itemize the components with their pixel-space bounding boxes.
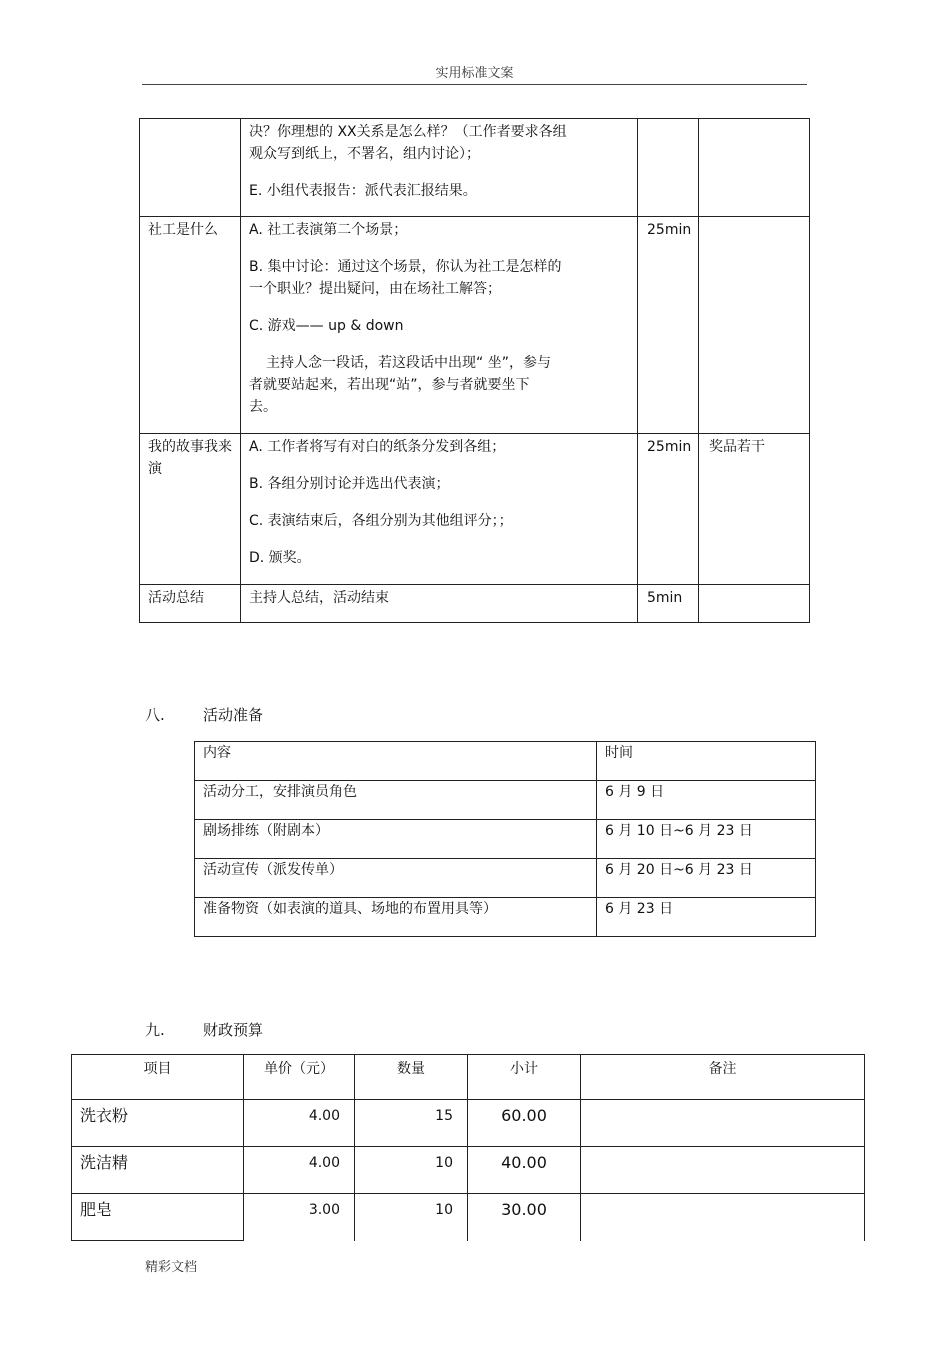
table-row	[140, 119, 810, 217]
activity-name-cell: 活动总结	[140, 585, 241, 623]
activity-material-cell	[699, 217, 810, 434]
activity-content-cell	[241, 217, 638, 434]
prep-time-cell: 6 月 20 日~6 月 23 日	[597, 859, 816, 898]
item-name-cell: 洗洁精	[72, 1147, 244, 1194]
note-cell	[581, 1194, 865, 1241]
content-line: B. 集中讨论：通过这个场景，你认为社工是怎样的	[249, 259, 562, 275]
column-header: 内容	[195, 742, 597, 781]
activity-name-cell: 社工是什么	[140, 217, 241, 434]
column-header: 时间	[597, 742, 816, 781]
section-title: 活动准备	[203, 706, 264, 724]
column-header: 项目	[72, 1055, 244, 1100]
section-number: 八.	[145, 706, 165, 724]
activity-content-cell	[241, 434, 638, 585]
column-header: 备注	[581, 1055, 865, 1100]
page-header: 实用标准文案	[435, 66, 514, 81]
note-cell	[581, 1100, 865, 1147]
content-line: 一个职业？提出疑问，由在场社工解答；	[249, 281, 501, 297]
content-line: A. 社工表演第二个场景；	[249, 222, 408, 238]
section-title: 财政预算	[203, 1021, 264, 1039]
subtotal-cell: 30.00	[468, 1194, 581, 1241]
table-row	[72, 1100, 865, 1147]
activity-material-cell	[699, 119, 810, 217]
column-header: 单价（元）	[244, 1055, 355, 1100]
table-row	[195, 898, 816, 937]
prep-content-cell: 剧场排练（附剧本）	[195, 820, 597, 859]
item-name-cell: 洗衣粉	[72, 1100, 244, 1147]
subtotal-cell: 60.00	[468, 1100, 581, 1147]
prep-content-cell: 活动分工，安排演员角色	[195, 781, 597, 820]
table-row	[195, 820, 816, 859]
subtotal-cell: 40.00	[468, 1147, 581, 1194]
content-line: E. 小组代表报告：派代表汇报结果。	[249, 183, 477, 199]
column-header: 数量	[355, 1055, 468, 1100]
activity-material-cell: 奖品若干	[699, 434, 810, 585]
content-line: A. 工作者将写有对白的纸条分发到各组；	[249, 439, 506, 455]
section-9-heading	[145, 1019, 263, 1040]
note-cell	[581, 1147, 865, 1194]
content-line: 决？你理想的 XX关系是怎么样？（工作者要求各组	[249, 124, 567, 140]
unit-price-cell: 3.00	[244, 1194, 355, 1241]
page-footer: 精彩文档	[145, 1260, 198, 1275]
quantity-cell: 10	[355, 1194, 468, 1241]
item-name-cell: 肥皂	[72, 1194, 244, 1241]
prep-time-cell: 6 月 10 日~6 月 23 日	[597, 820, 816, 859]
content-line: D. 颁奖。	[249, 550, 311, 566]
table-header-row	[195, 742, 816, 781]
prep-content-cell: 活动宣传（派发传单）	[195, 859, 597, 898]
activity-time-cell: 5min	[638, 585, 699, 623]
activity-time-cell: 25min	[638, 217, 699, 434]
activity-time-cell	[638, 119, 699, 217]
activity-content-cell	[241, 585, 638, 623]
content-line: 主持人总结，活动结束	[249, 590, 389, 606]
activity-name-cell	[140, 119, 241, 217]
prep-time-cell: 6 月 9 日	[597, 781, 816, 820]
activity-name-cell: 我的故事我来演	[140, 434, 241, 585]
content-line: 者就要站起来，若出现“站”，参与者就要坐下	[249, 377, 530, 393]
section-number: 九.	[145, 1021, 165, 1039]
content-line: 主持人念一段话，若这段话中出现“ 坐”，参与	[266, 355, 551, 371]
table-row	[195, 781, 816, 820]
budget-table	[71, 1054, 865, 1241]
table-row	[72, 1194, 865, 1241]
unit-price-cell: 4.00	[244, 1147, 355, 1194]
prep-content-cell: 准备物资（如表演的道具、场地的布置用具等）	[195, 898, 597, 937]
prep-time-cell: 6 月 23 日	[597, 898, 816, 937]
table-header-row	[72, 1055, 865, 1100]
unit-price-cell: 4.00	[244, 1100, 355, 1147]
quantity-cell: 15	[355, 1100, 468, 1147]
activity-material-cell	[699, 585, 810, 623]
table-row	[140, 217, 810, 434]
activity-table	[139, 118, 810, 623]
activity-content-cell	[241, 119, 638, 217]
header-divider	[142, 84, 807, 85]
activity-time-cell: 25min	[638, 434, 699, 585]
table-row	[140, 585, 810, 623]
content-line: 观众写到纸上，不署名，组内讨论）；	[249, 146, 480, 162]
quantity-cell: 10	[355, 1147, 468, 1194]
content-line: B. 各组分别讨论并选出代表演；	[249, 476, 450, 492]
content-line: C. 表演结束后，各组分别为其他组评分；；	[249, 513, 513, 529]
section-8-heading	[145, 704, 263, 725]
table-row	[72, 1147, 865, 1194]
preparation-table	[194, 741, 816, 937]
content-line: C. 游戏—— up & down	[249, 318, 404, 334]
table-row	[140, 434, 810, 585]
column-header: 小计	[468, 1055, 581, 1100]
table-row	[195, 859, 816, 898]
content-line: 去。	[249, 399, 277, 415]
